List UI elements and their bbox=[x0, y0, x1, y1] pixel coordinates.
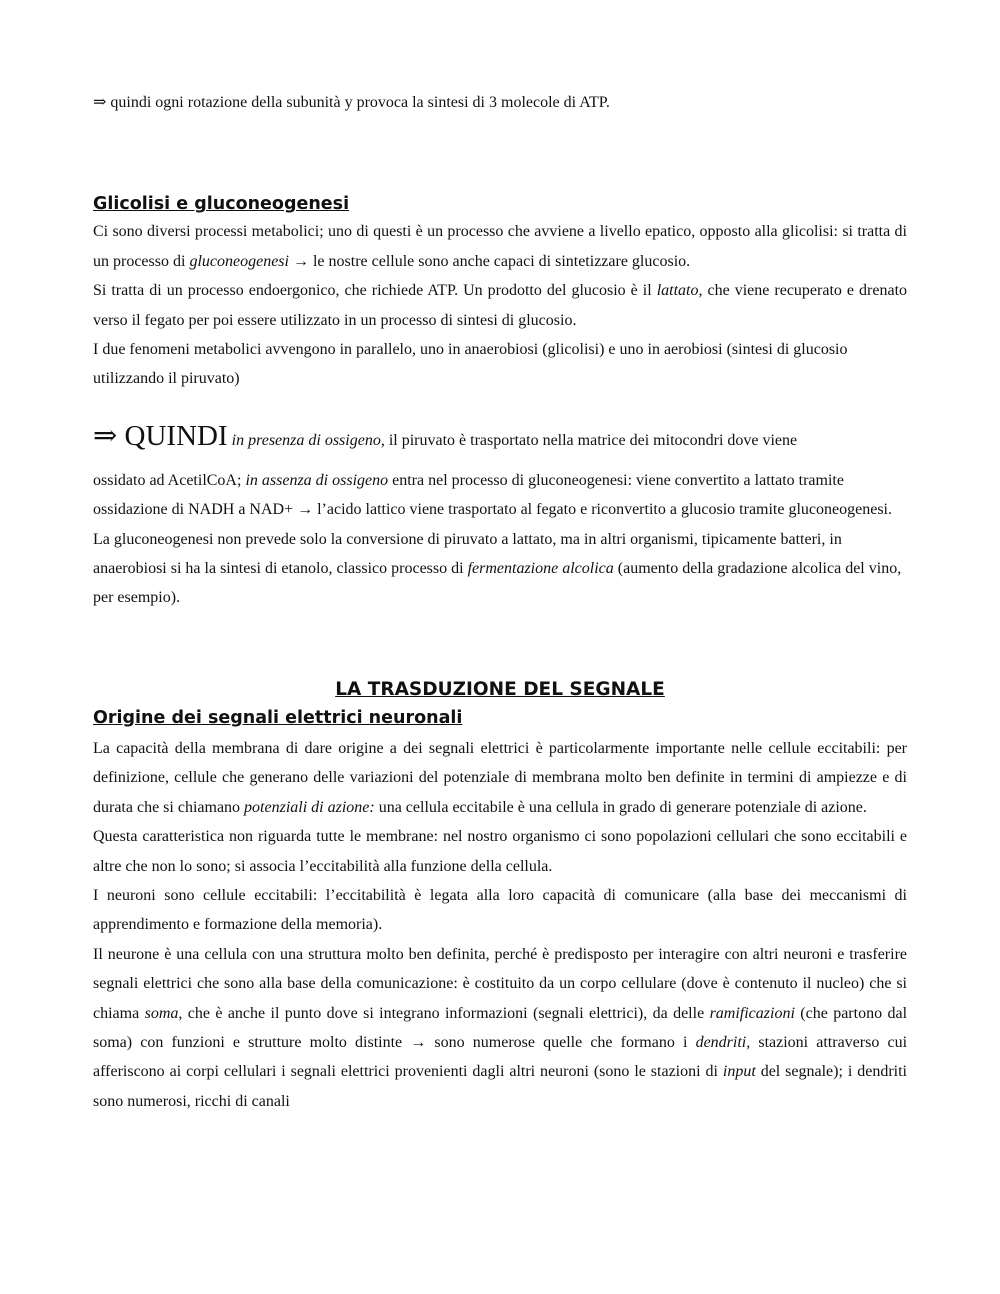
text: (che partono dal soma) con funzioni e strutture molto distinte → sono numerose quelle che formano i bbox=[93, 1004, 908, 1051]
text: , il piruvato è trasportato nella matrice dei mitocondri dove viene bbox=[380, 431, 798, 449]
page-title: LA TRASDUZIONE DEL SEGNALE bbox=[335, 678, 665, 700]
text: La gluconeogenesi non prevede solo la conversione di piruvato a lattato, ma in altri organismi, tipicamente batteri, in anaerobiosi si ha la sintesi di etanolo, classico processo di bbox=[93, 530, 842, 578]
emphasis: ramificazioni bbox=[709, 1004, 795, 1022]
emphasis: in presenza di ossigeno bbox=[231, 431, 381, 449]
emphasis: potenziali di azione: bbox=[244, 798, 375, 816]
paragraph bbox=[93, 466, 907, 525]
quindi-line bbox=[93, 414, 907, 463]
section-heading-origine: Origine dei segnali elettrici neuronali bbox=[93, 707, 463, 728]
spacer bbox=[93, 117, 907, 191]
paragraph bbox=[93, 276, 907, 335]
text: del segnale); i dendriti sono numerosi, ricchi di canali bbox=[93, 1063, 907, 1110]
quindi-label: ⇒ QUINDI bbox=[93, 419, 228, 452]
text: , che è anche il punto dove si integrano informazioni (segnali elettrici), da delle bbox=[178, 1004, 710, 1022]
emphasis: gluconeogenesi bbox=[189, 252, 289, 270]
document-page bbox=[93, 88, 907, 1116]
text: → le nostre cellule sono anche capaci di sintetizzare glucosio. bbox=[288, 252, 691, 270]
emphasis: fermentazione alcolica bbox=[467, 560, 614, 578]
intro-line: ⇒ quindi ogni rotazione della subunità y provoca la sintesi di 3 molecole di ATP. bbox=[93, 94, 610, 111]
text: una cellula eccitabile è una cellula in grado di generare potenziale di azione. bbox=[374, 798, 867, 816]
paragraph: I neuroni sono cellule eccitabili: l’eccitabilità è legata alla loro capacità di comunicare (alla base dei meccanismi di apprendimento e formazione della memoria). bbox=[93, 886, 907, 934]
emphasis: dendriti, bbox=[695, 1033, 751, 1051]
text: Si tratta di un processo endoergonico, che richiede ATP. Un prodotto del glucosio è il bbox=[93, 282, 657, 300]
spacer bbox=[93, 613, 907, 675]
text: stazioni attraverso cui afferiscono ai corpi cellulari i segnali elettrici provenienti dagli altri neuroni (sono le stazioni di bbox=[93, 1033, 908, 1081]
text: La capacità della membrana di dare origine a dei segnali elettrici è particolarmente importante nelle cellule eccitabili: per definizione, cellule che generano delle variazioni del potenziale di membrana molto ben definite in termini di ampiezze e di durata che si chiamano bbox=[93, 739, 907, 816]
paragraph bbox=[93, 734, 907, 822]
paragraph: I due fenomeni metabolici avvengono in parallelo, uno in anaerobiosi (glicolisi) e uno in aerobiosi (sintesi di glucosio utilizzando il piruvato) bbox=[93, 341, 848, 388]
paragraph bbox=[93, 940, 907, 1116]
text: ossidato ad AcetilCoA; bbox=[93, 471, 246, 489]
text: Il neurone è una cellula con una struttura molto ben definita, perché è predisposto per interagire con altri neuroni e trasferire segnali elettrici che sono alla base della comunicazione: è costituito da un corpo cellulare (dove è contenuto il nucleo) che si chiama bbox=[93, 945, 907, 1022]
section-heading-glicolisi: Glicolisi e gluconeogenesi bbox=[93, 194, 350, 215]
emphasis: soma bbox=[144, 1004, 179, 1022]
emphasis: lattato, bbox=[656, 282, 703, 300]
paragraph bbox=[93, 217, 907, 276]
emphasis: input bbox=[722, 1063, 756, 1081]
emphasis: in assenza di ossigeno bbox=[245, 471, 389, 489]
text: entra nel processo di gluconeogenesi: viene convertito a lattato tramite ossidazione di NADH a NAD+ → l’acido lattico viene trasportato al fegato e riconvertito a glucosio tramite gluconeogenesi. bbox=[93, 471, 892, 519]
text: Ci sono diversi processi metabolici; uno di questi è un processo che avviene a livello epatico, opposto alla glicolisi: si tratta di un processo di bbox=[93, 223, 907, 270]
paragraph bbox=[93, 525, 907, 613]
text: che viene recuperato e drenato verso il fegato per poi essere utilizzato in un processo di sintesi di glucosio. bbox=[93, 282, 908, 329]
paragraph: Questa caratteristica non riguarda tutte le membrane: nel nostro organismo ci sono popolazioni cellulari che sono eccitabili e altre che non lo sono; si associa l’eccitabilità alla funzione della cellula. bbox=[93, 828, 907, 875]
spacer bbox=[93, 394, 907, 414]
text: (aumento della gradazione alcolica del vino, per esempio). bbox=[93, 560, 902, 607]
